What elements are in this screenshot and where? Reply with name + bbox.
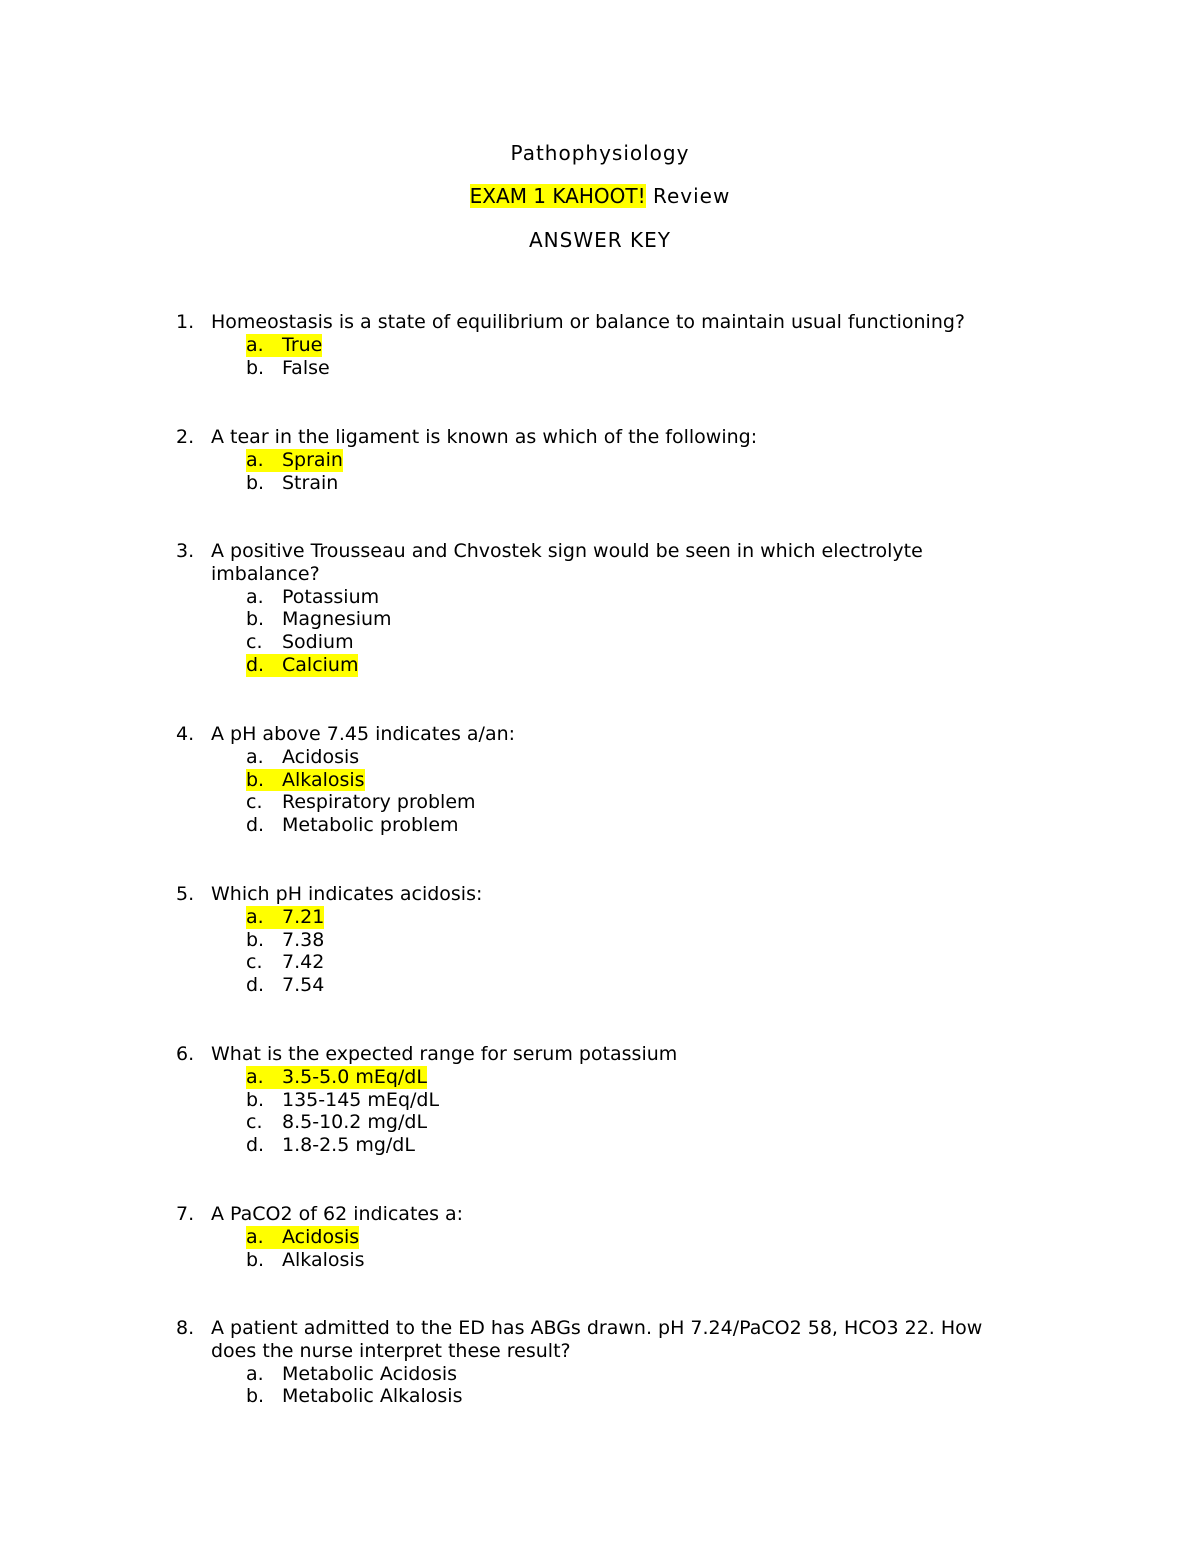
question-number: 5. — [176, 883, 195, 905]
option-row — [0, 791, 1200, 814]
exam-title — [0, 184, 1200, 208]
question-3 — [0, 540, 1200, 677]
option-row — [0, 631, 1200, 654]
option-text: Sprain — [282, 448, 343, 471]
option-text: Strain — [282, 471, 339, 494]
option-text: Alkalosis — [282, 1248, 365, 1271]
option-letter: b. — [246, 1248, 265, 1271]
option-letter: c. — [246, 951, 263, 974]
option-row — [0, 1111, 1200, 1134]
question-text: A PaCO2 of 62 indicates a: — [211, 1203, 464, 1225]
option-letter: a. — [246, 448, 264, 471]
option-row — [0, 1089, 1200, 1112]
option-text: 7.38 — [282, 928, 325, 951]
option-letter: a. — [246, 585, 264, 608]
correct-answer-highlight — [246, 449, 343, 472]
option-text: 3.5-5.0 mEq/dL — [282, 1065, 427, 1088]
option-letter: b. — [246, 471, 265, 494]
correct-answer-highlight — [246, 1066, 427, 1089]
question-number: 2. — [176, 426, 195, 448]
option-letter: a. — [246, 333, 264, 356]
option-letter: b. — [246, 768, 265, 791]
option-row — [0, 814, 1200, 837]
correct-answer-highlight — [246, 1226, 359, 1249]
exam-title-highlight: EXAM 1 KAHOOT! — [469, 184, 646, 208]
option-row — [0, 929, 1200, 952]
exam-title-rest: Review — [645, 184, 731, 208]
option-text: Metabolic Acidosis — [282, 1362, 458, 1385]
option-letter: c. — [246, 791, 263, 814]
option-letter: b. — [246, 928, 265, 951]
option-row — [0, 769, 1200, 792]
option-row — [0, 357, 1200, 380]
option-row — [0, 586, 1200, 609]
correct-answer-highlight — [246, 654, 358, 677]
option-letter: a. — [246, 1225, 264, 1248]
option-row — [0, 608, 1200, 631]
question-text: A pH above 7.45 indicates a/an: — [211, 723, 516, 745]
option-row — [0, 472, 1200, 495]
question-7 — [0, 1203, 1200, 1271]
answer-key-subtitle — [0, 228, 1200, 252]
option-row — [0, 906, 1200, 929]
question-text: A patient admitted to the ED has ABGs drawn. pH 7.24/PaCO2 58, HCO3 22. How does the nurse interpret these result? — [211, 1317, 983, 1362]
option-letter: b. — [246, 356, 265, 379]
option-letter: a. — [246, 745, 264, 768]
option-text: 8.5-10.2 mg/dL — [282, 1111, 428, 1134]
option-row — [0, 1066, 1200, 1089]
question-text: What is the expected range for serum potassium — [211, 1043, 678, 1065]
option-row — [0, 746, 1200, 769]
option-letter: a. — [246, 905, 264, 928]
question-text: A tear in the ligament is known as which of the following: — [211, 426, 758, 448]
option-letter: d. — [246, 1134, 265, 1157]
option-text: 1.8-2.5 mg/dL — [282, 1134, 415, 1157]
option-row — [0, 1363, 1200, 1386]
option-letter: b. — [246, 608, 265, 631]
option-letter: c. — [246, 1111, 263, 1134]
option-text: Acidosis — [282, 1225, 360, 1248]
answer-key-text: ANSWER KEY — [529, 228, 671, 252]
question-2 — [0, 426, 1200, 494]
question-5 — [0, 883, 1200, 997]
option-row — [0, 654, 1200, 677]
option-text: Acidosis — [282, 745, 360, 768]
question-text: Homeostasis is a state of equilibrium or balance to maintain usual functioning? — [211, 311, 966, 333]
question-6 — [0, 1043, 1200, 1157]
question-text: Which pH indicates acidosis: — [211, 883, 483, 905]
option-row — [0, 1385, 1200, 1408]
option-text: Respiratory problem — [282, 791, 476, 814]
correct-answer-highlight — [246, 906, 324, 929]
option-text: Metabolic problem — [282, 814, 459, 837]
course-title-text: Pathophysiology — [510, 141, 690, 165]
option-letter: b. — [246, 1088, 265, 1111]
option-text: 135-145 mEq/dL — [282, 1088, 440, 1111]
option-text: 7.42 — [282, 951, 325, 974]
option-row — [0, 449, 1200, 472]
option-text: Calcium — [282, 653, 359, 676]
option-letter: a. — [246, 1065, 264, 1088]
option-text: False — [282, 356, 330, 379]
option-text: Sodium — [282, 631, 354, 654]
question-number: 3. — [176, 540, 195, 562]
question-1 — [0, 311, 1200, 379]
option-text: 7.21 — [282, 905, 325, 928]
option-text: Potassium — [282, 585, 380, 608]
option-text: True — [282, 333, 323, 356]
question-number: 4. — [176, 723, 195, 745]
option-letter: d. — [246, 653, 265, 676]
option-letter: d. — [246, 974, 265, 997]
option-letter: b. — [246, 1385, 265, 1408]
question-4 — [0, 723, 1200, 837]
option-text: 7.54 — [282, 974, 325, 997]
option-letter: a. — [246, 1362, 264, 1385]
option-text: Metabolic Alkalosis — [282, 1385, 463, 1408]
option-row — [0, 1249, 1200, 1272]
option-text: Alkalosis — [282, 768, 365, 791]
question-number: 8. — [176, 1317, 195, 1339]
option-letter: d. — [246, 814, 265, 837]
option-row — [0, 334, 1200, 357]
option-text: Magnesium — [282, 608, 392, 631]
correct-answer-highlight — [246, 769, 365, 792]
question-8 — [0, 1317, 1200, 1408]
option-letter: c. — [246, 631, 263, 654]
course-title — [0, 141, 1200, 165]
question-number: 6. — [176, 1043, 195, 1065]
option-row — [0, 1226, 1200, 1249]
question-number: 1. — [176, 311, 195, 333]
option-row — [0, 951, 1200, 974]
question-number: 7. — [176, 1203, 195, 1225]
question-text: A positive Trousseau and Chvostek sign would be seen in which electrolyte imbalance? — [211, 540, 923, 585]
option-row — [0, 1134, 1200, 1157]
correct-answer-highlight — [246, 334, 322, 357]
option-row — [0, 974, 1200, 997]
